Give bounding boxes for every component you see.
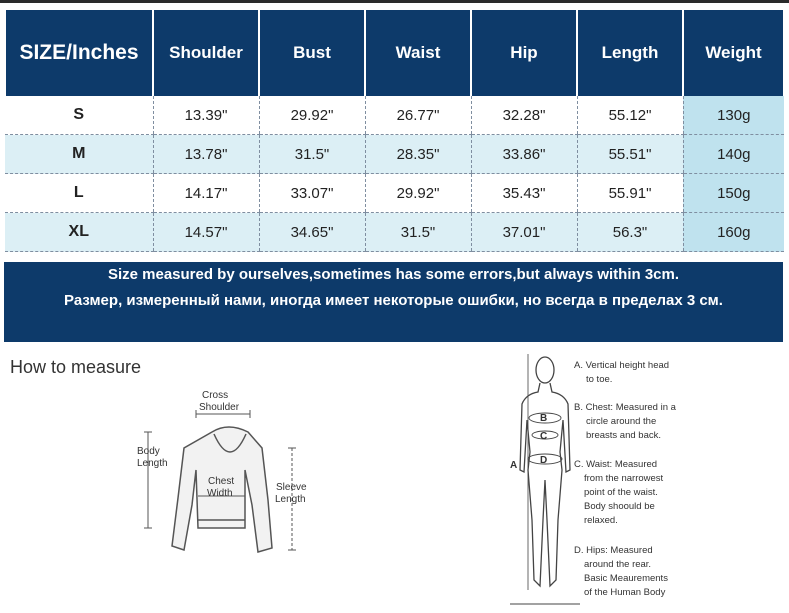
- cell-bust: 34.65": [259, 213, 365, 252]
- cell-shoulder: 13.39": [153, 96, 259, 135]
- label-chest-width: Chest: [208, 476, 235, 487]
- cell-waist: 28.35": [365, 135, 471, 174]
- cell-size: S: [5, 96, 153, 135]
- cell-weight: 140g: [683, 135, 784, 174]
- body-head-icon: [536, 357, 554, 383]
- label-body-length: Length: [137, 458, 168, 469]
- cell-weight: 160g: [683, 213, 784, 252]
- cell-length: 55.12": [577, 96, 683, 135]
- cell-waist: 31.5": [365, 213, 471, 252]
- cell-shoulder: 14.57": [153, 213, 259, 252]
- legend-a: to toe.: [586, 374, 613, 385]
- header-length: Length: [577, 10, 683, 96]
- header-weight: Weight: [683, 10, 784, 96]
- legend-b: breasts and back.: [586, 430, 661, 441]
- label-sleeve-length: Sleeve: [276, 482, 307, 493]
- cell-size: XL: [5, 213, 153, 252]
- cell-length: 56.3": [577, 213, 683, 252]
- note-english: Size measured by ourselves,sometimes has some errors,but always within 3cm.: [107, 266, 680, 283]
- header-shoulder: Shoulder: [153, 10, 259, 96]
- cell-bust: 33.07": [259, 174, 365, 213]
- cell-length: 55.91": [577, 174, 683, 213]
- legend-c: Body shoould be: [584, 501, 655, 512]
- human-body-illustration: [510, 354, 580, 604]
- cell-hip: 33.86": [471, 135, 577, 174]
- cell-waist: 29.92": [365, 174, 471, 213]
- legend-c: from the narrowest: [584, 473, 664, 484]
- marker-b: B: [540, 413, 548, 424]
- marker-c: C: [540, 431, 548, 442]
- how-to-measure-title: How to measure: [10, 357, 142, 377]
- label-cross-shoulder: Cross: [202, 390, 229, 401]
- legend-a: A. Vertical height head: [574, 360, 670, 371]
- legend-b: B. Chest: Measured in a: [574, 402, 676, 413]
- header-size: SIZE/Inches: [5, 10, 153, 96]
- legend-d: around the rear.: [584, 559, 652, 570]
- cell-bust: 31.5": [259, 135, 365, 174]
- cell-hip: 37.01": [471, 213, 577, 252]
- header-waist: Waist: [365, 10, 471, 96]
- legend-c: relaxed.: [584, 515, 618, 526]
- cell-hip: 32.28": [471, 96, 577, 135]
- cell-weight: 130g: [683, 96, 784, 135]
- label-body-length: Body: [137, 446, 160, 457]
- note-russian: Размер, измеренный нами, иногда имеет некоторые ошибки, но всегда в пределах 3 см.: [64, 292, 723, 309]
- legend-b: circle around the: [586, 416, 657, 427]
- marker-a: A: [510, 460, 518, 471]
- marker-d: D: [540, 455, 548, 466]
- header-hip: Hip: [471, 10, 577, 96]
- label-cross-shoulder: Shoulder: [199, 402, 240, 413]
- header-bust: Bust: [259, 10, 365, 96]
- cell-weight: 150g: [683, 174, 784, 213]
- cell-shoulder: 14.17": [153, 174, 259, 213]
- cell-hip: 35.43": [471, 174, 577, 213]
- cell-size: L: [5, 174, 153, 213]
- legend-c: C. Waist: Measured: [574, 459, 658, 470]
- legend-d: of the Human Body: [584, 587, 666, 598]
- label-sleeve-length: Length: [275, 494, 306, 505]
- legend-c: point of the waist.: [584, 487, 658, 498]
- cell-length: 55.51": [577, 135, 683, 174]
- cell-bust: 29.92": [259, 96, 365, 135]
- label-chest-width: Width: [207, 488, 233, 499]
- cell-waist: 26.77": [365, 96, 471, 135]
- cell-shoulder: 13.78": [153, 135, 259, 174]
- cell-size: M: [5, 135, 153, 174]
- legend-d: D. Hips: Measured: [574, 545, 653, 556]
- legend-d: Basic Meaurements: [584, 573, 668, 584]
